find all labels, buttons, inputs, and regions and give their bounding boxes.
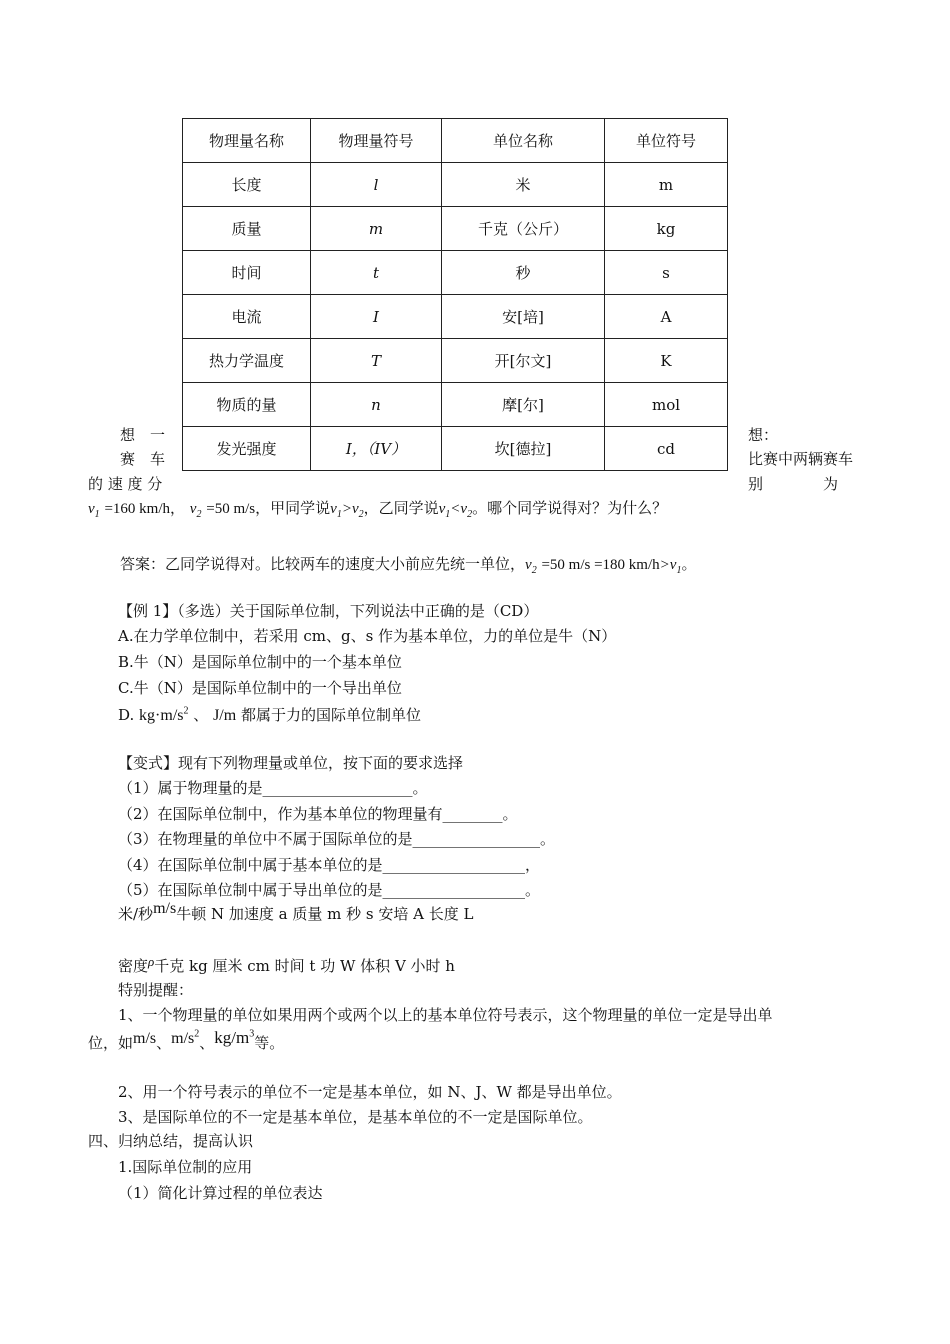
question-line-3-left: 的 速 度 分 bbox=[88, 475, 163, 493]
answer-v2-symbol: $v_2$ bbox=[525, 557, 537, 576]
cell-unit-name: 安[培] bbox=[442, 295, 605, 339]
cell-symbol: t bbox=[311, 251, 442, 295]
note-1-line-b: 位，如m/s、$m/s^2$、$kg/m^3$等。 bbox=[88, 1028, 285, 1052]
example1-title: 【例 1】（多选）关于国际单位制，下列说法中正确的是（CD） bbox=[118, 602, 539, 620]
si-units-table bbox=[182, 118, 728, 471]
example1-option-a: A.在力学单位制中，若采用 cm、g、s 作为基本单位，力的单位是牛（N） bbox=[118, 627, 617, 645]
question-line-1-right: 想： bbox=[748, 426, 779, 444]
note-3: 3、是国际单位的不一定是基本单位，是基本单位的不一定是国际单位。 bbox=[118, 1108, 593, 1126]
list-item: 牛顿 N 加速度 a 质量 m 秒 s 安培 A 长度 L bbox=[176, 905, 474, 923]
header-cell: 物理量符号 bbox=[311, 119, 442, 163]
question-line-2-right: 比赛中两辆赛车 bbox=[748, 450, 854, 468]
answer-text: 答案：乙同学说得对。比较两车的速度大小前应先统一单位， bbox=[120, 555, 526, 573]
unit-kg-m3: $kg/m^3$ bbox=[214, 1028, 255, 1047]
list-item: 千克 kg 厘米 cm 时间 t 功 W 体积 V 小时 h bbox=[154, 957, 455, 975]
cell-unit-symbol: m bbox=[605, 163, 728, 207]
cell-unit-symbol: kg bbox=[605, 207, 728, 251]
cell-unit-symbol: cd bbox=[605, 427, 728, 471]
variant-list-1 bbox=[118, 900, 474, 924]
variant-list-2 bbox=[118, 955, 455, 976]
cell-symbol: T bbox=[311, 339, 442, 383]
cell-unit-symbol: mol bbox=[605, 383, 728, 427]
cell-unit-name: 坎[德拉] bbox=[442, 427, 605, 471]
cell-unit-name: 摩[尔] bbox=[442, 383, 605, 427]
answer-end: 。 bbox=[681, 555, 697, 573]
section-4-title: 四、归纳总结，提高认识 bbox=[88, 1132, 254, 1150]
cell-name: 质量 bbox=[183, 207, 311, 251]
question-line-3-right: 别 为 bbox=[748, 475, 839, 493]
table-row bbox=[183, 207, 728, 251]
v1-value: =160 km/h bbox=[104, 501, 170, 517]
answer-gt-v1: $>v_1$ bbox=[659, 557, 682, 576]
table-row bbox=[183, 339, 728, 383]
table-header-row bbox=[183, 119, 728, 163]
cell-name: 发光强度 bbox=[183, 427, 311, 471]
unit-m-s2: $m/s^2$ bbox=[171, 1028, 200, 1047]
cell-name: 时间 bbox=[183, 251, 311, 295]
note-2: 2、用一个符号表示的单位不一定是基本单位，如 N、J、W 都是导出单位。 bbox=[118, 1083, 622, 1101]
cell-symbol: l bbox=[311, 163, 442, 207]
cell-unit-symbol: A bbox=[605, 295, 728, 339]
question-text-b: ，乙同学说 bbox=[363, 499, 439, 517]
table-row bbox=[183, 427, 728, 471]
cell-unit-name: 千克（公斤） bbox=[442, 207, 605, 251]
rho-symbol: ρ bbox=[148, 954, 155, 969]
unit-m-s: m/s bbox=[133, 1030, 157, 1047]
table-row bbox=[183, 295, 728, 339]
answer-formula: =50 m/s =180 km/h bbox=[541, 557, 660, 573]
section-4-item-1: 1.国际单位制的应用 bbox=[118, 1158, 253, 1176]
unit-j-per-m: J/m bbox=[213, 707, 237, 724]
section-4-item-1-1: （1）简化计算过程的单位表达 bbox=[118, 1184, 323, 1202]
v1-gt-v2: $v_1>v_2$ bbox=[330, 501, 364, 520]
example1-option-b: B.牛（N）是国际单位制中的一个基本单位 bbox=[118, 653, 402, 671]
unit-m-s: m/s bbox=[153, 900, 177, 917]
example1-option-c: C.牛（N）是国际单位制中的一个导出单位 bbox=[118, 679, 402, 697]
table-row bbox=[183, 383, 728, 427]
variant-q1: （1）属于物理量的是____________________。 bbox=[118, 779, 428, 797]
note-1-line-a: 1、一个物理量的单位如果用两个或两个以上的基本单位符号表示，这个物理量的单位一定是导出单 bbox=[118, 1006, 773, 1024]
answer-line bbox=[120, 553, 696, 576]
header-cell: 物理量名称 bbox=[183, 119, 311, 163]
variant-q3: （3）在物理量的单位中不属于国际单位的是_________________。 bbox=[118, 830, 556, 848]
variant-q5: （5）在国际单位制中属于导出单位的是___________________。 bbox=[118, 881, 541, 899]
option-d-suffix: 都属于力的国际单位制单位 bbox=[240, 706, 421, 724]
option-d-prefix: D. bbox=[118, 706, 135, 724]
cell-unit-name: 米 bbox=[442, 163, 605, 207]
cell-name: 物质的量 bbox=[183, 383, 311, 427]
example1-option-d: D. $kg\cdot m/s^2$ 、 J/m 都属于力的国际单位制单位 bbox=[118, 705, 421, 724]
table-row bbox=[183, 251, 728, 295]
cell-name: 电流 bbox=[183, 295, 311, 339]
header-cell: 单位符号 bbox=[605, 119, 728, 163]
list-item: 米/秒 bbox=[118, 905, 154, 923]
question-line-2-left: 赛 车 bbox=[120, 450, 166, 468]
v1-lt-v2: $v_1<v_2$ bbox=[438, 501, 473, 520]
cell-unit-symbol: K bbox=[605, 339, 728, 383]
notes-title: 特别提醒： bbox=[118, 981, 194, 999]
cell-symbol: n bbox=[311, 383, 442, 427]
cell-symbol: I，（IV） bbox=[311, 427, 442, 471]
v2-symbol: $v_2$ bbox=[189, 501, 202, 520]
question-line-1-left: 想 一 bbox=[120, 426, 166, 444]
cell-name: 长度 bbox=[183, 163, 311, 207]
cell-unit-name: 秒 bbox=[442, 251, 605, 295]
cell-symbol: I bbox=[311, 295, 442, 339]
unit-kg-m-s2: $kg\cdot m/s^2$ bbox=[139, 705, 189, 724]
question-text-c: 。哪个同学说得对？为什么？ bbox=[472, 499, 668, 517]
table-row bbox=[183, 163, 728, 207]
variant-q4: （4）在国际单位制中属于基本单位的是___________________， bbox=[118, 856, 541, 874]
list-item: 密度 bbox=[118, 957, 149, 975]
cell-symbol: m bbox=[311, 207, 442, 251]
cell-unit-name: 开[尔文] bbox=[442, 339, 605, 383]
variant-q2: （2）在国际单位制中，作为基本单位的物理量有________。 bbox=[118, 805, 518, 823]
question-text-a: ，甲同学说 bbox=[255, 499, 331, 517]
v1-symbol: $v_1$ bbox=[88, 501, 100, 520]
v2-value: =50 m/s bbox=[206, 501, 256, 517]
header-cell: 单位名称 bbox=[442, 119, 605, 163]
cell-name: 热力学温度 bbox=[183, 339, 311, 383]
question-velocities: $v_1 =160$ km/h， $v_2 =50$ m/s，甲同学说$v_1>v_2$，乙同学说$v_1<v_2$。哪个同学说得对？为什么？ bbox=[88, 499, 668, 520]
variant-title: 【变式】现有下列物理量或单位，按下面的要求选择 bbox=[118, 754, 464, 772]
cell-unit-symbol: s bbox=[605, 251, 728, 295]
